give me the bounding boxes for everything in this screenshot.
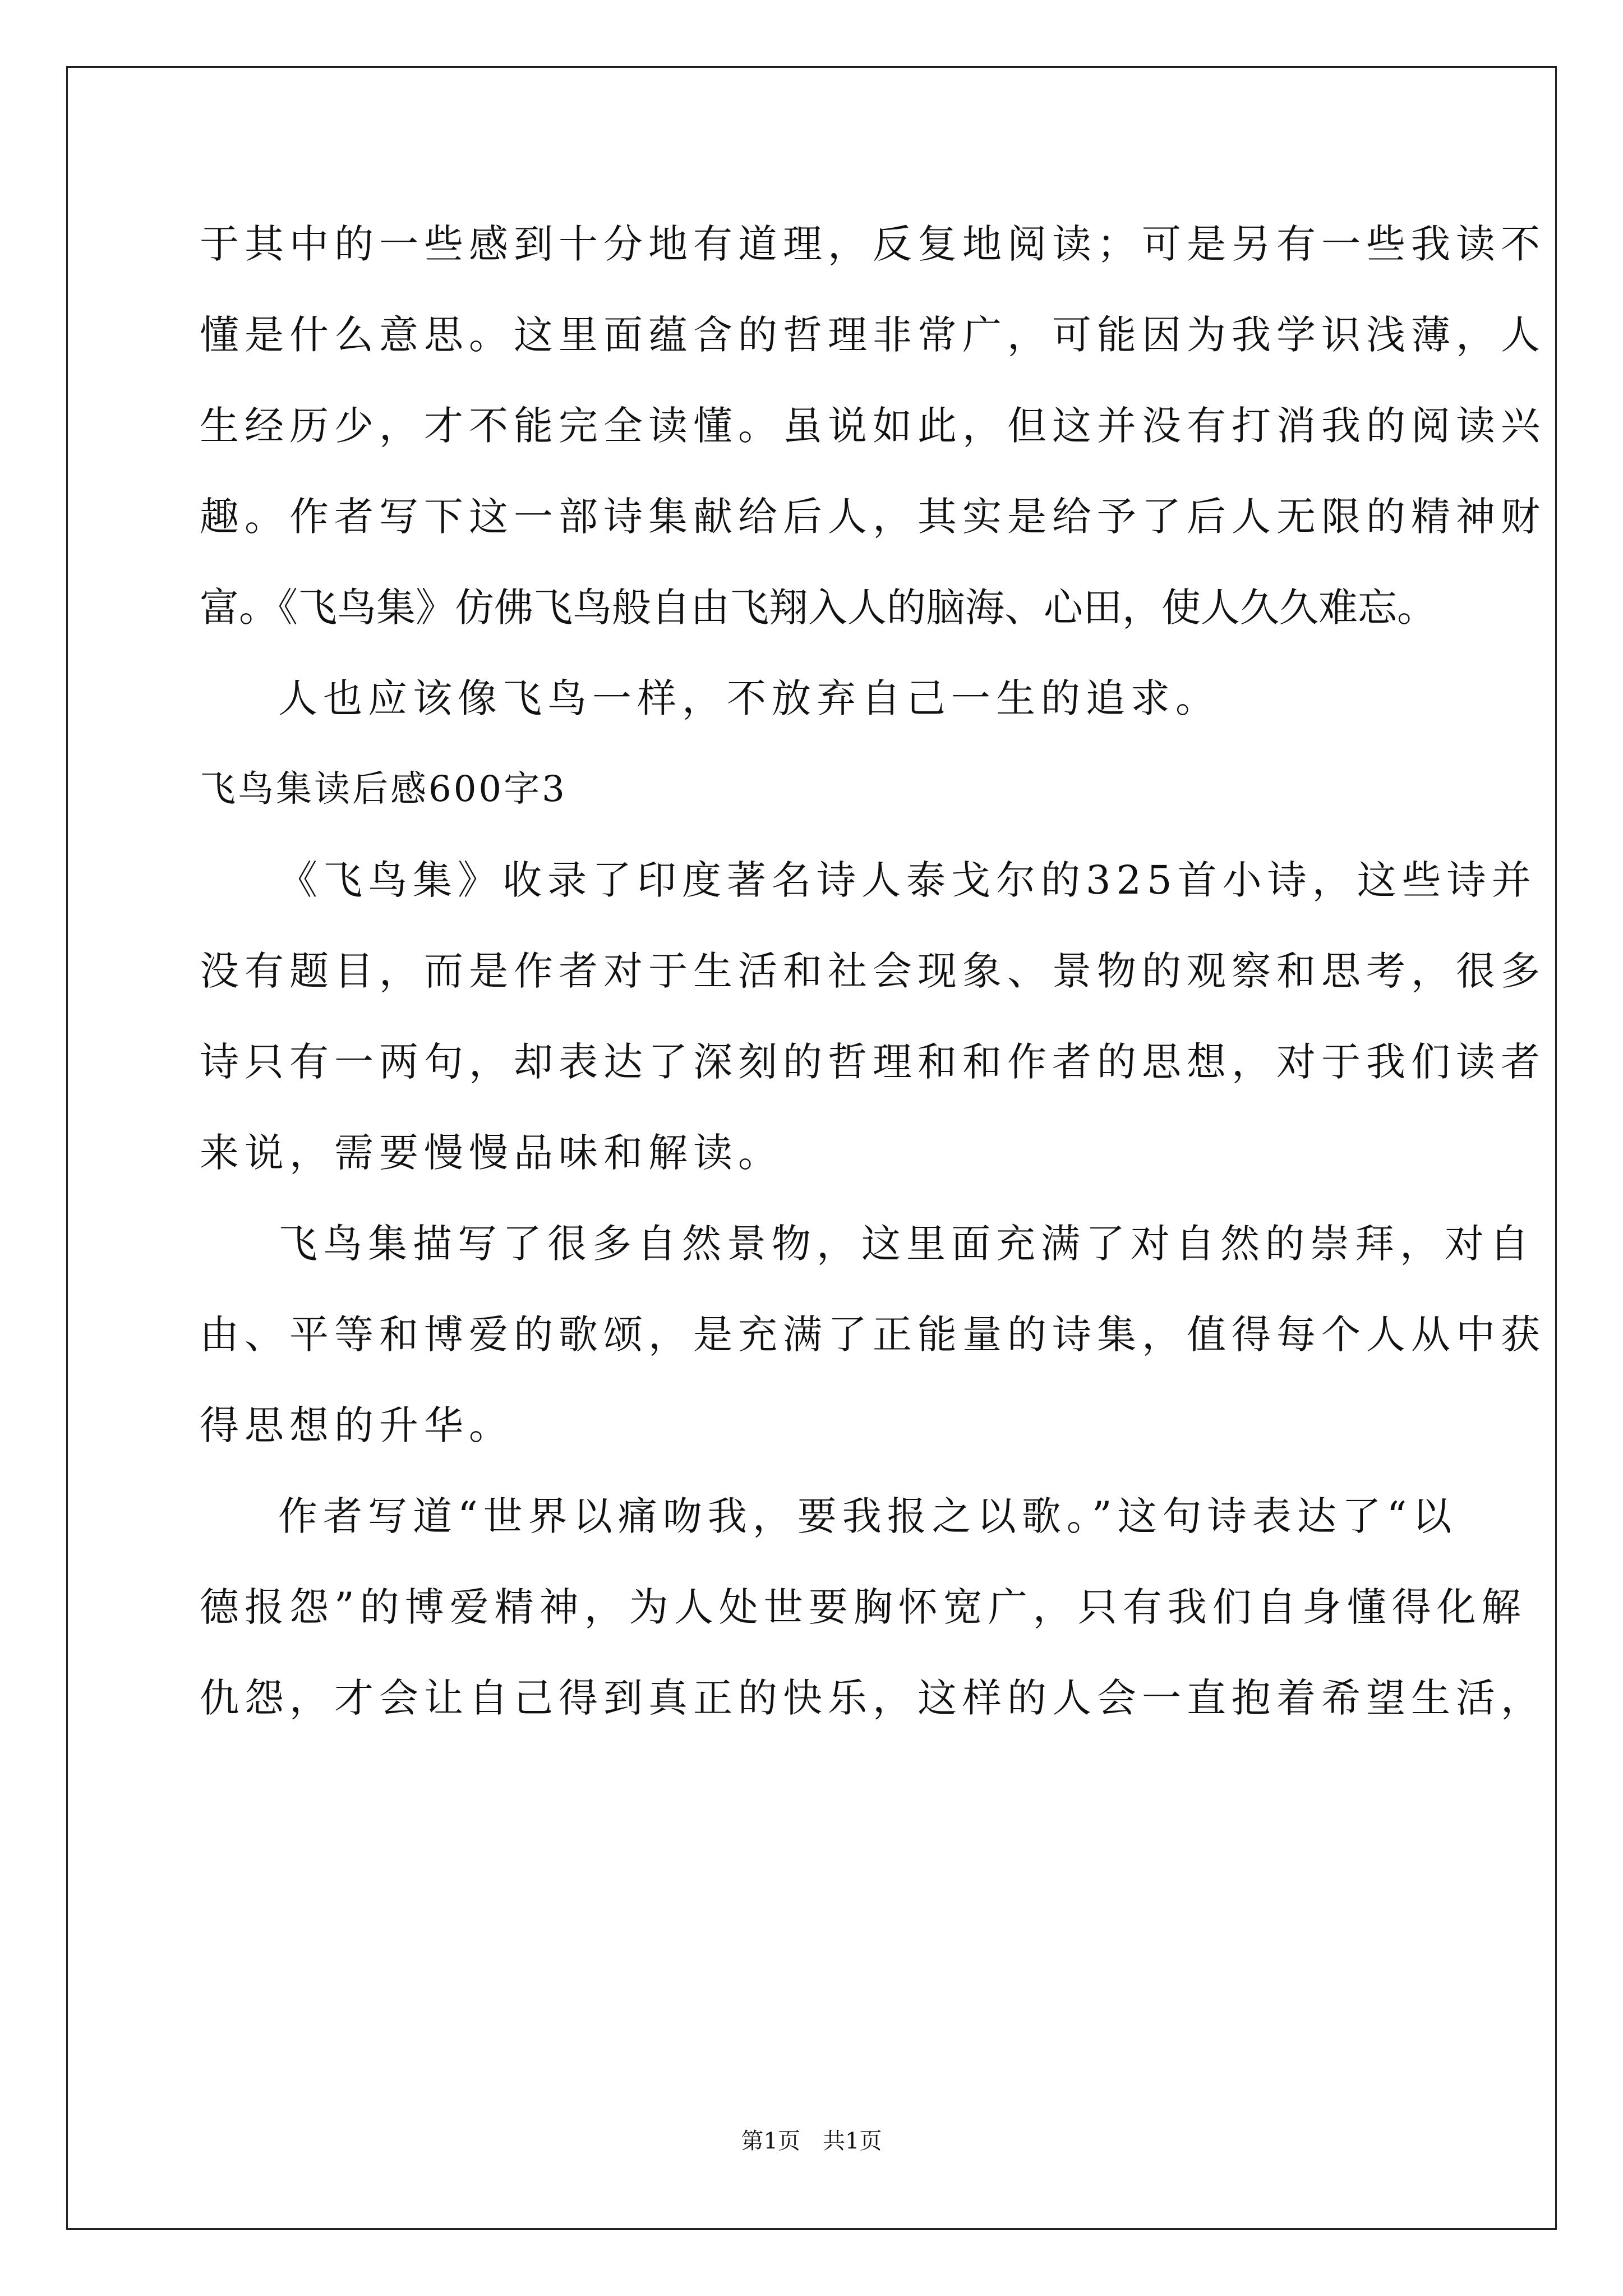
text-line: 懂是什么意思。这里面蕴含的哲理非常广，可能因为我学识浅薄，人 — [200, 312, 1546, 358]
text-line: 生经历少，才不能完全读懂。虽说如此，但这并没有打消我的阅读兴 — [200, 403, 1546, 449]
text-line: 仇怨，才会让自己得到真正的快乐，这样的人会一直抱着希望生活， — [200, 1675, 1546, 1721]
section-heading: 飞鸟集读后感600字3 — [200, 769, 567, 810]
text-line: 富。《飞鸟集》仿佛飞鸟般自由飞翔入人的脑海、心田，使人久久难忘。 — [200, 585, 1436, 631]
text-line: 趣。作者写下这一部诗集献给后人，其实是给予了后人无限的精神财 — [200, 494, 1546, 540]
text-line: 诗只有一两句，却表达了深刻的哲理和和作者的思想，对于我们读者 — [200, 1039, 1546, 1085]
text-line: 人也应该像飞鸟一样，不放弃自己一生的追求。 — [278, 675, 1220, 721]
text-line: 由、平等和博爱的歌颂，是充满了正能量的诗集，值得每个人从中获 — [200, 1312, 1546, 1358]
text-line: 来说，需要慢慢品味和解读。 — [200, 1130, 783, 1176]
text-line: 飞鸟集描写了很多自然景物，这里面充满了对自然的崇拜，对自 — [278, 1221, 1534, 1267]
text-line: 《飞鸟集》收录了印度著名诗人泰戈尔的325首小诗，这些诗并 — [278, 857, 1537, 903]
text-line: 没有题目，而是作者对于生活和社会现象、景物的观察和思考，很多 — [200, 948, 1546, 994]
text-line: 得思想的升华。 — [200, 1402, 514, 1448]
text-line: 作者写道“世界以痛吻我，要我报之以歌。”这句诗表达了“以 — [278, 1493, 1458, 1539]
text-line: 于其中的一些感到十分地有道理，反复地阅读；可是另有一些我读不 — [200, 221, 1546, 267]
page-number: 第1页 共1页 — [741, 2128, 882, 2154]
text-line: 德报怨”的博爱精神，为人处世要胸怀宽广，只有我们自身懂得化解 — [200, 1584, 1527, 1630]
